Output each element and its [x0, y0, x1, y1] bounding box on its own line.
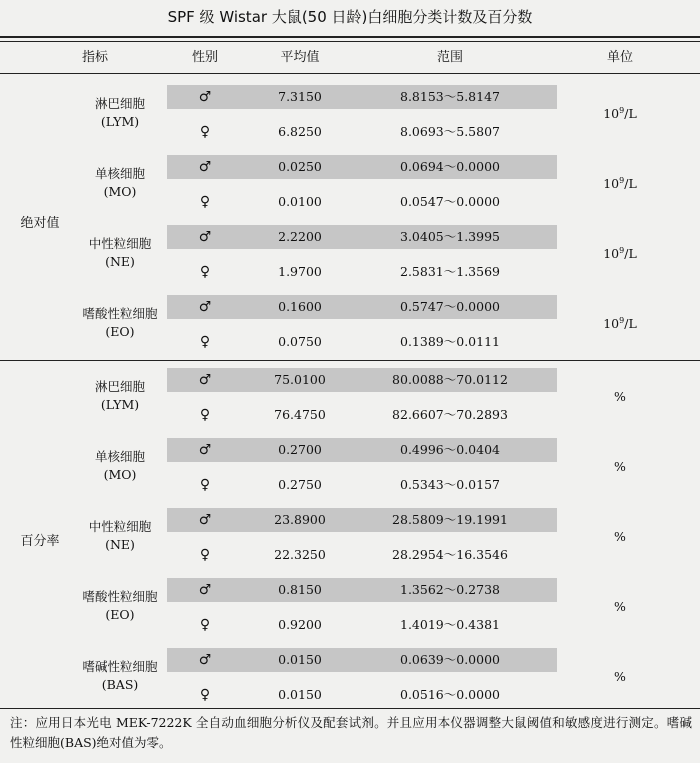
- range-value: 2.5831～1.3569: [400, 264, 500, 279]
- sex-symbol: ♂: [198, 299, 212, 315]
- sex-symbol: ♂: [198, 89, 212, 105]
- unit-cell: [590, 246, 650, 261]
- mean-value: 7.3150: [278, 89, 322, 104]
- indicator-name: 单核细胞: [94, 166, 145, 181]
- mean-value: 2.2200: [278, 229, 322, 244]
- mean-value: 1.9700: [278, 264, 322, 279]
- unit-base: %: [614, 529, 626, 545]
- indicator-abbr: (NE): [105, 537, 135, 552]
- indicator-abbr: (MO): [103, 467, 137, 482]
- unit-exponent: 9: [619, 176, 625, 185]
- sex-symbol: ♀: [199, 334, 211, 350]
- unit-cell: [590, 316, 650, 331]
- group-label: 百分率: [20, 534, 60, 549]
- indicator-name: 淋巴细胞: [94, 379, 145, 394]
- sex-symbol: ♀: [199, 617, 211, 633]
- indicator-abbr: (MO): [103, 184, 137, 199]
- header-indicator: 指标: [81, 50, 108, 65]
- header-range: 范围: [436, 50, 463, 65]
- indicator-name: 嗜酸性粒细胞: [82, 589, 158, 604]
- indicator-abbr: (BAS): [101, 677, 139, 692]
- mean-value: 75.0100: [274, 372, 326, 387]
- sex-symbol: ♀: [199, 407, 211, 423]
- unit-exponent: 9: [619, 316, 625, 325]
- mean-value: 0.0250: [278, 159, 322, 174]
- header-rule: [0, 73, 700, 74]
- unit-cell: [590, 106, 650, 121]
- range-value: 0.0516～0.0000: [400, 687, 500, 702]
- unit-base: %: [614, 669, 626, 685]
- unit-cell: [590, 459, 650, 474]
- header-mean: 平均值: [280, 50, 320, 65]
- sex-symbol: ♂: [198, 512, 212, 528]
- sex-symbol: ♀: [199, 264, 211, 280]
- mean-value: 0.9200: [278, 617, 322, 632]
- mean-value: 0.2750: [278, 477, 322, 492]
- sex-symbol: ♀: [199, 194, 211, 210]
- sex-symbol: ♂: [198, 442, 212, 458]
- indicator-name: 中性粒细胞: [88, 236, 152, 251]
- range-value: 0.5747～0.0000: [400, 299, 500, 314]
- sex-symbol: ♂: [198, 652, 212, 668]
- sex-symbol: ♂: [198, 372, 212, 388]
- range-value: 0.4996～0.0404: [400, 442, 500, 457]
- unit-exponent: 9: [619, 106, 625, 115]
- range-value: 0.0639～0.0000: [400, 652, 500, 667]
- unit-base: 10: [603, 316, 620, 332]
- table-footnote: 注：应用日本光电 MEK-7222K 全自动血细胞分析仪及配套试剂。并且应用本仪器调整大鼠阈值和敏感度进行测定。嗜碱性粒细胞(BAS)绝对值为零。: [10, 715, 692, 750]
- unit-base: %: [614, 389, 626, 405]
- indicator-abbr: (LYM): [100, 397, 140, 412]
- indicator-abbr: (LYM): [100, 114, 140, 129]
- unit-cell: [590, 529, 650, 544]
- sex-symbol: ♂: [198, 159, 212, 175]
- unit-cell: [590, 389, 650, 404]
- unit-base: 10: [603, 106, 620, 122]
- indicator-name: 单核细胞: [94, 449, 145, 464]
- top-rule-thin: [0, 41, 700, 42]
- sex-symbol: ♂: [198, 582, 212, 598]
- indicator-abbr: (NE): [105, 254, 135, 269]
- sex-symbol: ♀: [199, 477, 211, 493]
- header-unit: 单位: [606, 50, 633, 65]
- range-value: 0.0694～0.0000: [400, 159, 500, 174]
- indicator-name: 淋巴细胞: [94, 96, 145, 111]
- unit-base: 10: [603, 176, 620, 192]
- mean-value: 76.4750: [274, 407, 326, 422]
- sex-symbol: ♂: [198, 229, 212, 245]
- sex-symbol: ♀: [199, 687, 211, 703]
- mean-value: 23.8900: [274, 512, 326, 527]
- mean-value: 0.0150: [278, 652, 322, 667]
- mean-value: 0.2700: [278, 442, 322, 457]
- mean-value: 0.8150: [278, 582, 322, 597]
- unit-suffix: /L: [624, 316, 637, 332]
- indicator-name: 中性粒细胞: [88, 519, 152, 534]
- table-title: SPF 级 Wistar 大鼠(50 日龄)白细胞分类计数及百分数: [167, 8, 533, 26]
- unit-suffix: /L: [624, 176, 637, 192]
- range-value: 1.4019～0.4381: [400, 617, 500, 632]
- unit-base: 10: [603, 246, 620, 262]
- indicator-abbr: (EO): [105, 607, 135, 622]
- range-value: 28.5809～19.1991: [392, 512, 508, 527]
- mean-value: 0.0750: [278, 334, 322, 349]
- range-value: 0.0547～0.0000: [400, 194, 500, 209]
- header-sex: 性别: [191, 50, 218, 65]
- range-value: 1.3562～0.2738: [400, 582, 500, 597]
- range-value: 0.1389～0.0111: [400, 334, 500, 349]
- group-separator: [0, 360, 700, 361]
- top-rule: [0, 36, 700, 38]
- unit-cell: [590, 176, 650, 191]
- range-value: 8.0693～5.5807: [400, 124, 500, 139]
- range-value: 28.2954～16.3546: [392, 547, 508, 562]
- group-label: 绝对值: [20, 216, 60, 231]
- unit-exponent: 9: [619, 246, 625, 255]
- mean-value: 0.1600: [278, 299, 322, 314]
- range-value: 80.0088～70.0112: [392, 372, 508, 387]
- unit-base: %: [614, 459, 626, 475]
- range-value: 0.5343～0.0157: [400, 477, 500, 492]
- indicator-name: 嗜碱性粒细胞: [82, 659, 158, 674]
- sex-symbol: ♀: [199, 547, 211, 563]
- mean-value: 22.3250: [274, 547, 326, 562]
- unit-suffix: /L: [624, 106, 637, 122]
- bottom-rule: [0, 708, 700, 709]
- range-value: 3.0405～1.3995: [400, 229, 500, 244]
- unit-cell: [590, 599, 650, 614]
- mean-value: 0.0100: [278, 194, 322, 209]
- unit-suffix: /L: [624, 246, 637, 262]
- unit-cell: [590, 669, 650, 684]
- indicator-name: 嗜酸性粒细胞: [82, 306, 158, 321]
- mean-value: 6.8250: [278, 124, 322, 139]
- sex-symbol: ♀: [199, 124, 211, 140]
- unit-base: %: [614, 599, 626, 615]
- range-value: 82.6607～70.2893: [392, 407, 508, 422]
- mean-value: 0.0150: [278, 687, 322, 702]
- range-value: 8.8153～5.8147: [400, 89, 500, 104]
- indicator-abbr: (EO): [105, 324, 135, 339]
